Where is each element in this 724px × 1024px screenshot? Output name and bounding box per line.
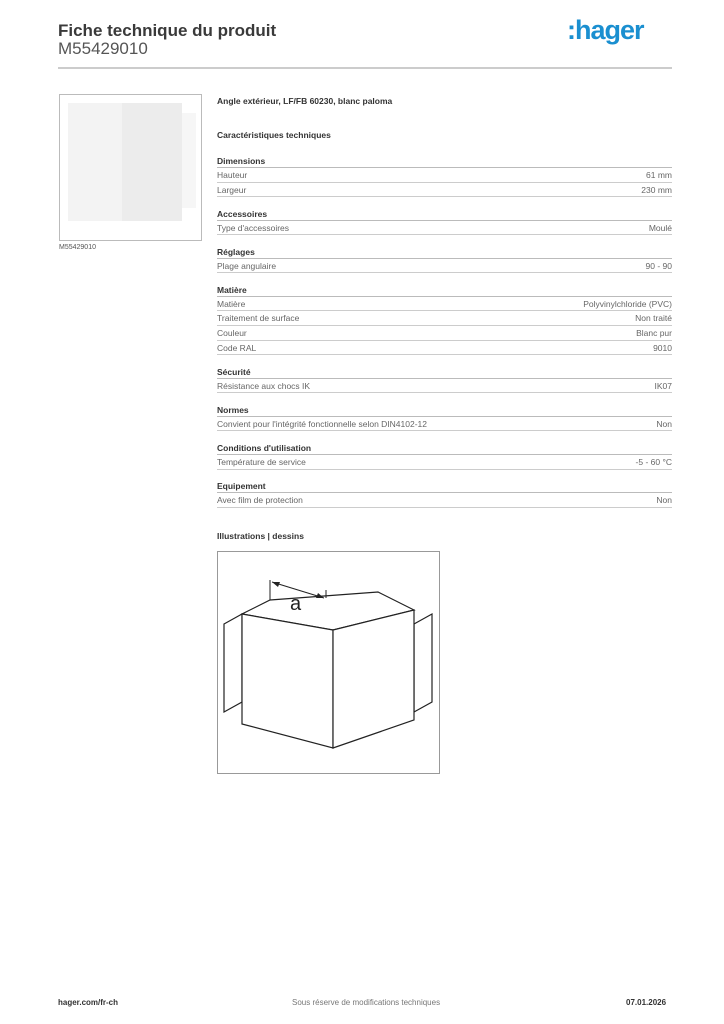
header-divider <box>58 67 672 69</box>
footer-website[interactable]: hager.com/fr-ch <box>58 998 119 1007</box>
spec-value: Non <box>656 495 672 506</box>
spec-label: Type d'accessoires <box>217 222 290 233</box>
spec-value: 9010 <box>653 342 672 353</box>
spec-section <box>217 154 672 197</box>
spec-label: Code RAL <box>217 342 257 353</box>
section-heading: Réglages <box>217 245 672 259</box>
section-heading: Conditions d'utilisation <box>217 441 672 455</box>
spec-section <box>217 441 672 470</box>
spec-value: IK07 <box>654 380 672 391</box>
spec-row <box>217 417 672 432</box>
spec-value: Moulé <box>648 222 672 233</box>
product-code: M55429010 <box>58 39 148 58</box>
spec-row <box>217 183 672 198</box>
page-title: Fiche technique du produit <box>58 21 277 40</box>
spec-row <box>217 297 672 312</box>
spec-value: 90 - 90 <box>645 260 672 271</box>
spec-row <box>217 168 672 183</box>
spec-section <box>217 403 672 432</box>
section-heading: Sécurité <box>217 365 672 379</box>
spec-value: Non <box>656 418 672 429</box>
spec-value: -5 - 60 °C <box>635 456 672 467</box>
spec-section <box>217 207 672 236</box>
spec-value: Polyvinylchloride (PVC) <box>583 298 672 309</box>
illustrations-title: Illustrations | dessins <box>217 531 304 541</box>
spec-row <box>217 326 672 341</box>
spec-label: Couleur <box>217 328 247 339</box>
spec-section <box>217 245 672 274</box>
section-heading: Matière <box>217 283 672 297</box>
spec-label: Plage angulaire <box>217 260 277 271</box>
section-heading: Accessoires <box>217 207 672 221</box>
spec-row <box>217 221 672 236</box>
dimension-label: a <box>290 593 302 615</box>
product-photo <box>59 94 202 241</box>
footer-notice: Sous réserve de modifications techniques <box>292 998 441 1007</box>
spec-label: Matière <box>217 298 246 309</box>
spec-row <box>217 311 672 326</box>
spec-value: Blanc pur <box>636 328 672 339</box>
spec-row <box>217 341 672 356</box>
spec-value: 61 mm <box>646 170 672 180</box>
technical-drawing <box>217 551 440 774</box>
hager-logo: :hager <box>567 15 644 45</box>
spec-table <box>217 154 672 517</box>
spec-section <box>217 283 672 355</box>
spec-value: 230 mm <box>641 184 672 195</box>
spec-label: Hauteur <box>217 170 248 180</box>
spec-label: Avec film de protection <box>217 495 303 506</box>
product-description: Angle extérieur, LF/FB 60230, blanc paloma <box>217 96 393 106</box>
spec-label: Température de service <box>217 456 306 467</box>
section-heading: Normes <box>217 403 672 417</box>
spec-value: Non traité <box>635 313 672 324</box>
section-heading: Dimensions <box>217 154 672 168</box>
spec-section <box>217 365 672 394</box>
spec-label: Traitement de surface <box>217 313 300 324</box>
characteristics-title: Caractéristiques techniques <box>217 130 331 140</box>
spec-label: Résistance aux chocs IK <box>217 380 311 391</box>
footer-date: 07.01.2026 <box>626 998 667 1007</box>
spec-row <box>217 379 672 394</box>
spec-row <box>217 455 672 470</box>
spec-label: Convient pour l'intégrité fonctionnelle selon DIN4102-12 <box>217 418 428 429</box>
spec-row <box>217 259 672 274</box>
spec-label: Largeur <box>217 184 247 195</box>
spec-section <box>217 479 672 508</box>
section-heading: Equipement <box>217 479 672 493</box>
photo-caption: M55429010 <box>59 244 96 251</box>
spec-row <box>217 493 672 508</box>
